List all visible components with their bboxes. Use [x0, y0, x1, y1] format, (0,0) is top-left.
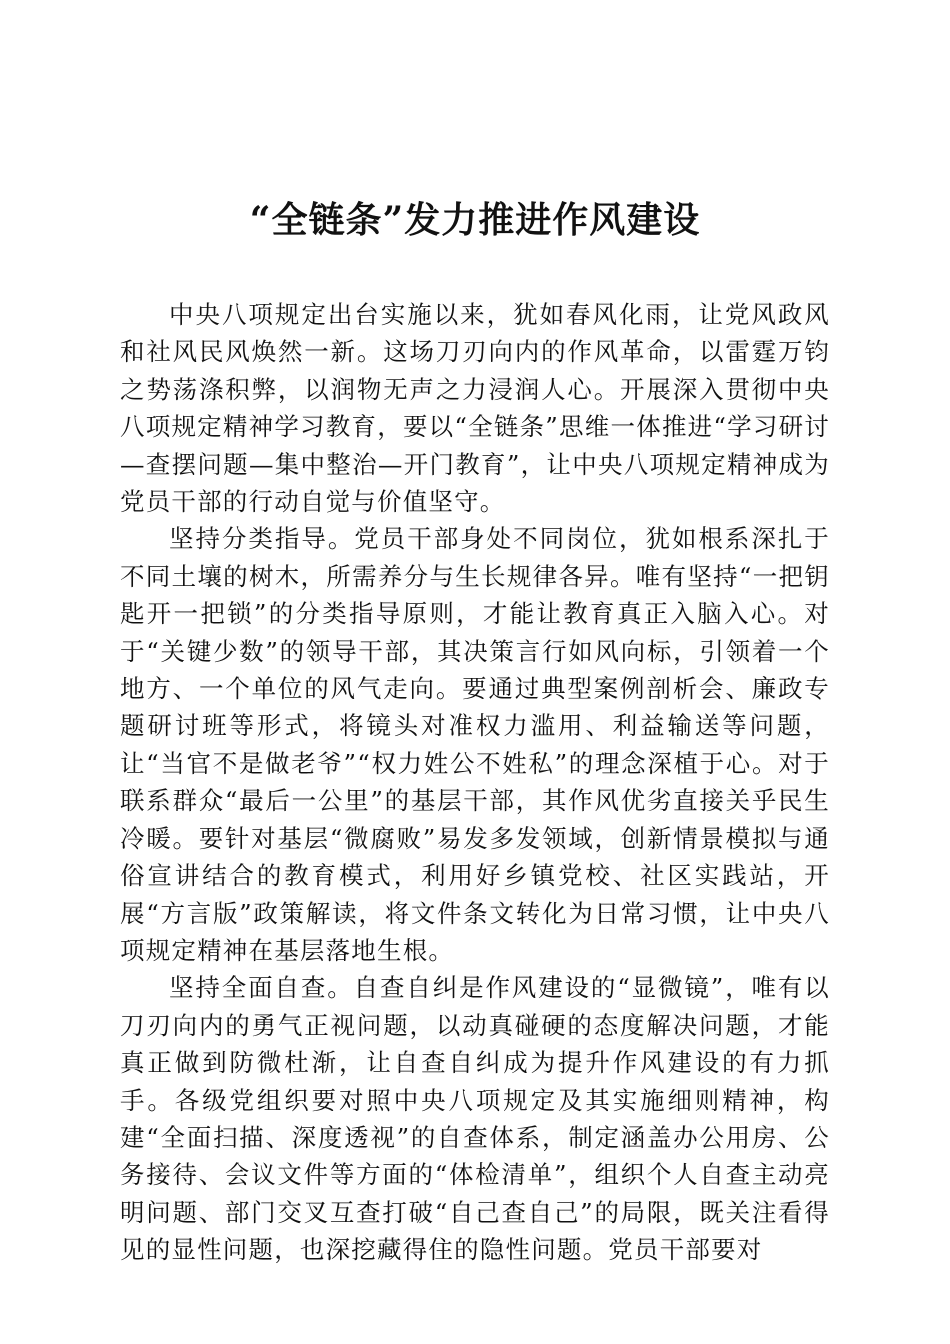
article-body	[120, 296, 830, 1269]
paragraph-classified-guidance: 坚持分类指导。党员干部身处不同岗位，犹如根系深扎于不同土壤的树木，所需养分与生长规律各异。唯有坚持“一把钥匙开一把锁”的分类指导原则，才能让教育真正入脑入心。对于“关键少数”的领导干部，其决策言行如风向标，引领着一个地方、一个单位的风气走向。要通过典型案例剖析会、廉政专题研讨班等形式，将镜头对准权力滥用、利益输送等问题，让“当官不是做老爷”“权力姓公不姓私”的理念深植于心。对于联系群众“最后一公里”的基层干部，其作风优劣直接关乎民生冷暖。要针对基层“微腐败”易发多发领域，创新情景模拟与通俗宣讲结合的教育模式，利用好乡镇党校、社区实践站，开展“方言版”政策解读，将文件条文转化为日常习惯，让中央八项规定精神在基层落地生根。	[120, 524, 830, 965]
document-title: “全链条”发力推进作风建设	[249, 199, 701, 241]
paragraph-intro: 中央八项规定出台实施以来，犹如春风化雨，让党风政风和社风民风焕然一新。这场刀刃向内的作风革命，以雷霆万钧之势荡涤积弊，以润物无声之力浸润人心。开展深入贯彻中央八项规定精神学习教育，要以“全链条”思维一体推进“学习研讨—查摆问题—集中整治—开门教育”，让中央八项规定精神成为党员干部的行动自觉与价值坚守。	[120, 300, 830, 517]
paragraph-self-inspection: 坚持全面自查。自查自纠是作风建设的“显微镜”，唯有以刀刃向内的勇气正视问题，以动真碰硬的态度解决问题，才能真正做到防微杜渐，让自查自纠成为提升作风建设的有力抓手。各级党组织要对照中央八项规定及其实施细则精神，构建“全面扫描、深度透视”的自查体系，制定涵盖办公用房、公务接待、会议文件等方面的“体检清单”，组织个人自查主动亮明问题、部门交叉互查打破“自己查自己”的局限，既关注看得见的显性问题，也深挖藏得住的隐性问题。党员干部要对	[120, 973, 830, 1265]
